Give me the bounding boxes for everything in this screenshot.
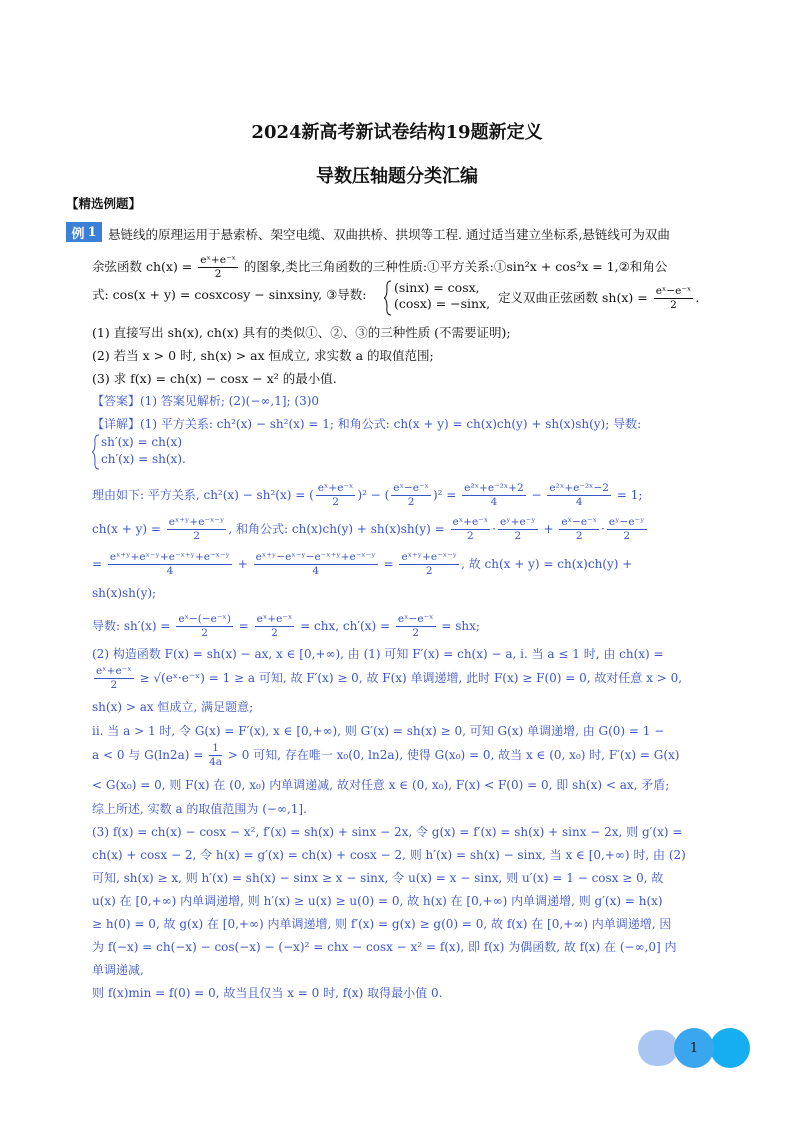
derivative-system: (sinx) = cosx, (cosx) = −sinx,	[394, 280, 491, 311]
answer-line: = $\frac{\text{eˣ⁺ʸ+eˣ⁻ʸ+e⁻ˣ⁺ʸ+e⁻ˣ⁻ʸ}}{4}$ + $\frac{\text{eˣ⁺ʸ−eˣ⁻ʸ−e⁻ˣ⁺ʸ+e⁻ˣ⁻ʸ}}{4}$ = $\frac{\text{eˣ⁺ʸ+e⁻ˣ⁻ʸ}}{2}$ , 故 ch(x + y) = ch(x)ch(y) +	[92, 551, 633, 577]
question-line2: 余弦函数 ch(x) = $\frac{\text{eˣ+e⁻ˣ}}{2}$ 的图象,类比三角函数的三种性质:①平方关系:①sin²x + cos²x = 1,②和角公	[92, 254, 668, 280]
question-line3-sh: 定义双曲正弦函数 sh(x) = $\frac{\text{eˣ−e⁻ˣ}}{2}$ .	[498, 285, 700, 311]
answer-line: $\frac{\text{eˣ+e⁻ˣ}}{2}$ ≥ √(eˣ·e⁻ˣ) = 1 ≥ a 可知, 故 F′(x) ≥ 0, 故 F(x) 单调递增, 此时 F(x) ≥ F(0) = 0, 故对任意 x > 0,	[96, 665, 683, 691]
answer-line: 综上所述, 实数 a 的取值范围为 (−∞,1].	[92, 802, 307, 816]
answer-line: (2) 构造函数 F(x) = sh(x) − ax, x ∈ [0,+∞), 由 (1) 可知 F′(x) = ch(x) − a, i. 当 a ≤ 1 时, 由 ch(x) =	[92, 647, 664, 661]
answer-line: 单调递减,	[92, 963, 144, 977]
question-part2: (2) 若当 x > 0 时, sh(x) > ax 恒成立, 求实数 a 的取值范围;	[92, 348, 434, 363]
answer-line: (3) f(x) = ch(x) − cosx − x², f′(x) = sh(x) + sinx − 2x, 令 g(x) = f′(x) = sh(x) + sinx − 2x, 则 g′(x) =	[92, 825, 683, 839]
answer-line: ≥ h(0) = 0, 故 g(x) 在 [0,+∞) 内单调递增, 则 f′(x) = g(x) ≥ g(0) = 0, 故 f(x) 在 [0,+∞) 内单调递增, 因	[92, 917, 672, 931]
answer-line: a < 0 与 G(ln2a) = $\frac{1}{4a}$ > 0 可知, 存在唯一 x₀(0, ln2a), 使得 G(x₀) = 0, 故当 x ∈ (0, x₀) 时, F′(x) = G(x)	[92, 742, 680, 768]
page-circle-left	[638, 1030, 678, 1066]
answer-line: sh(x) > ax 恒成立, 满足题意;	[92, 700, 254, 714]
answer-derivative-system: sh′(x) = ch(x) ch′(x) = sh(x).	[101, 435, 186, 466]
example-number: 1	[87, 224, 97, 240]
answer-line: 【详解】(1) 平方关系: ch²(x) − sh²(x) = 1; 和角公式: ch(x + y) = ch(x)ch(y) + sh(x)sh(y); 导数:	[92, 417, 642, 431]
document-title-line2: 导数压轴题分类汇编	[316, 166, 478, 187]
answer-summary: 【答案】(1) 答案见解析; (2)(−∞,1]; (3)0	[92, 394, 320, 408]
answer-line: 理由如下: 平方关系, ch²(x) − sh²(x) = ( $\frac{\text{eˣ+e⁻ˣ}}{2}$ )² − ( $\frac{\text{eˣ−e⁻ˣ}}{2}$ )² = $\frac{\text{e²ˣ+e⁻²ˣ+2}}{4}$ − $\frac{\text{e²ˣ+e⁻²ˣ−2}}{4}$ = 1;	[92, 482, 643, 508]
brace-icon	[384, 280, 392, 316]
answer-line: 为 f(−x) = ch(−x) − cos(−x) − (−x)² = chx − cosx − x² = f(x), 即 f(x) 为偶函数, 故 f(x) 在 (−∞,0] 内	[92, 940, 677, 954]
answer-conclusion: 则 f(x)min = f(0) = 0, 故当且仅当 x = 0 时, f(x) 取得最小值 0.	[92, 986, 443, 1000]
answer-line: < G(x₀) = 0, 则 F(x) 在 (0, x₀) 内单调递减, 故对任意 x ∈ (0, x₀), F(x) < F(0) = 0, 即 sh(x) < ax, 矛盾;	[92, 778, 670, 792]
answer-line: ch(x) + cosx − 2, 令 h(x) = g′(x) = ch(x) + cosx − 2, 则 h′(x) = sh(x) − sinx, 当 x ∈ [0,+∞) 时, 由 (2)	[92, 848, 686, 862]
answer-line: u(x) 在 [0,+∞) 内单调递增, 则 h′(x) ≥ u(x) ≥ u(0) = 0, 故 h(x) 在 [0,+∞) 内单调递增, 则 g′(x) = h(x)	[92, 894, 663, 908]
brace-icon	[92, 434, 100, 470]
question-line1: 悬链线的原理运用于悬索桥、架空电缆、双曲拱桥、拱坝等工程. 通过适当建立坐标系,悬链线可为双曲	[108, 227, 670, 242]
fraction: $\frac{\text{eˣ+e⁻ˣ}}{2}$	[200, 254, 236, 280]
question-line3: 式: cos(x + y) = cosxcosy − sinxsiny, ③导数:	[92, 287, 367, 302]
page-circle-right	[710, 1028, 750, 1068]
question-part3: (3) 求 f(x) = ch(x) − cosx − x² 的最小值.	[92, 371, 337, 386]
example-badge	[66, 222, 102, 242]
example-word: 例	[71, 226, 85, 242]
section-label: 【精选例题】	[66, 196, 142, 211]
fraction: $\frac{\text{eˣ−e⁻ˣ}}{2}$	[655, 285, 692, 311]
answer-line: 导数: sh′(x) = $\frac{\text{eˣ−(−e⁻ˣ)}}{2}$ = $\frac{\text{eˣ+e⁻ˣ}}{2}$ = chx, ch′(x) = $\frac{\text{eˣ−e⁻ˣ}}{2}$ = shx;	[92, 613, 480, 639]
answer-line: sh(x)sh(y);	[92, 586, 157, 600]
question-part1: (1) 直接写出 sh(x), ch(x) 具有的类似①、②、③的三种性质 (不需要证明);	[92, 325, 511, 340]
answer-line: 可知, sh(x) ≥ x, 则 h′(x) = sh(x) − sinx ≥ x − sinx, 令 u(x) = x − sinx, 则 u′(x) = 1 − cosx ≥ 0, 故	[92, 871, 664, 885]
document-title-line1: 2024新高考新试卷结构19题新定义	[251, 122, 543, 143]
answer-line: ch(x + y) = $\frac{\text{eˣ⁺ʸ+e⁻ˣ⁻ʸ}}{2}$ , 和角公式: ch(x)ch(y) + sh(x)sh(y) = $\frac{\text{eˣ+e⁻ˣ}}{2}$ · $\frac{\text{eʸ+e⁻ʸ}}{2}$ + $\frac{\text{eˣ−e⁻ˣ}}{2}$ · $\frac{\text{eʸ−e⁻ʸ}}{2}$	[92, 516, 645, 542]
answer-line: ii. 当 a > 1 时, 令 G(x) = F′(x), x ∈ [0,+∞), 则 G′(x) = sh(x) ≥ 0, 可知 G(x) 单调递增, 由 G(0) = 1 −	[92, 724, 665, 738]
page-number: 1	[674, 1028, 714, 1068]
